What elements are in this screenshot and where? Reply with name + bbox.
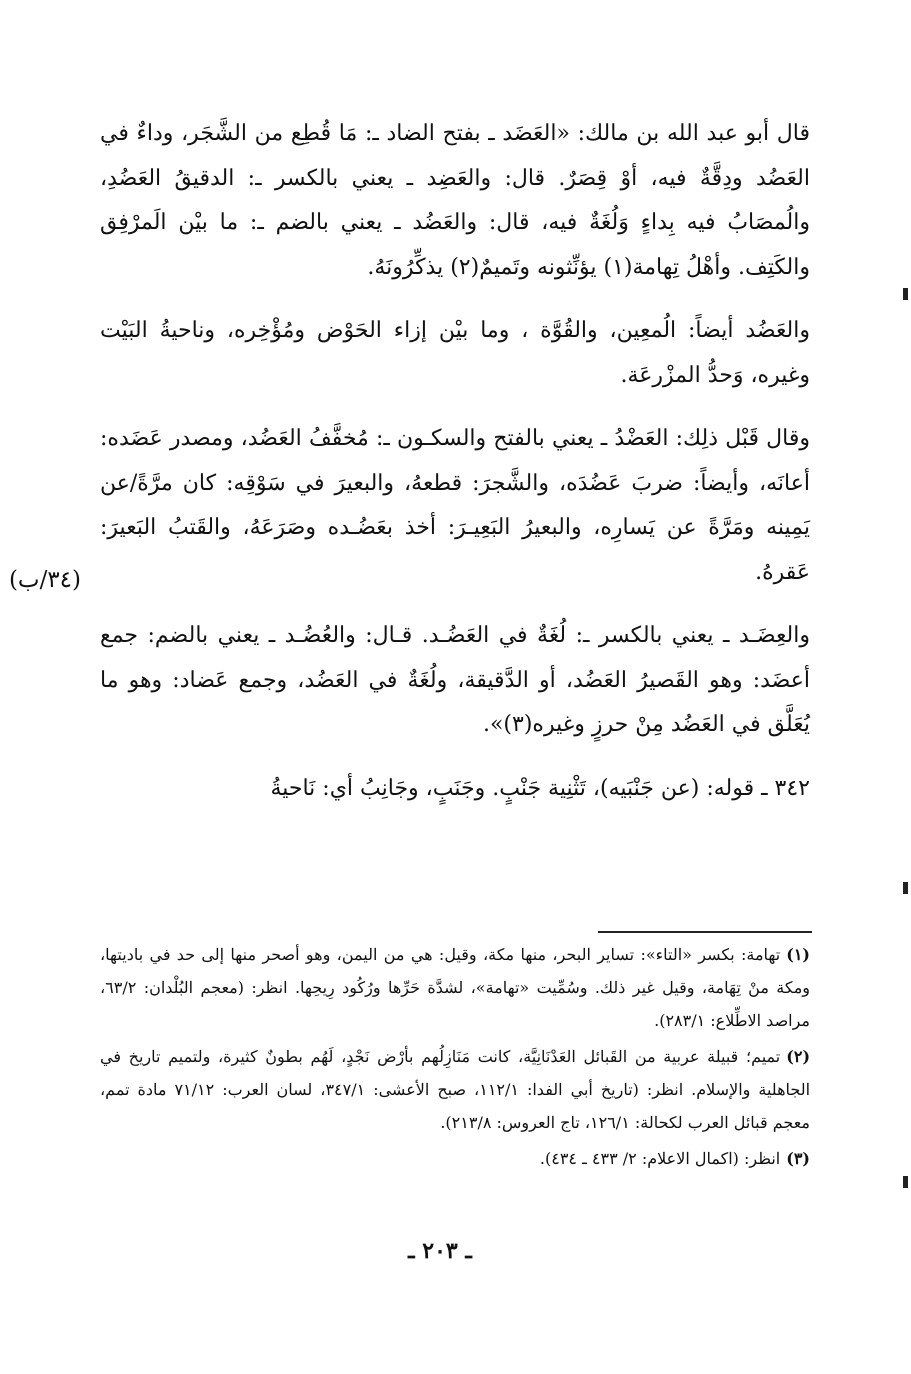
paragraph-1: قال أبو عبد الله بن مالك: «العَضَد ـ بفتح الضاد ـ: مَا قُطِع من الشَّجَر، وداءٌ في العَضُد ودِقَّةٌ فيه، أوْ قِصَرٌ. قال: والعَضِد ـ يعني بالكسر ـ: الدقيقُ العَضُدِ، والُمصَابُ فيه بِداءٍ وَلُغَةٌ فيه، قال: والعَضُد ـ يعني بالضم ـ: ما بيْن الَمرْفِق والكَتِف. وأهْلُ تِهامة(١) يؤنِّثونه وتَميمٌ(٢) يذكِّرُونَهُ. [100,121,810,280]
footnote-2 [100,1040,810,1139]
scan-edge-mark [903,288,908,300]
paragraph-5: ٣٤٢ ـ قوله: (عن جَنْبَيه)، تَثْنِية جَنْبٍ. وجَنَبٍ، وجَانِبُ أي: نَاحيةُ [270,775,810,801]
footnote-2-number: (٢) [786,1047,811,1066]
footnote-divider [598,931,812,933]
footnotes [100,938,810,1178]
paragraph-4: والعِضَـد ـ يعني بالكسر ـ: لُغَةٌ في العَضُـد. قـال: والعُضُـد ـ يعني بالضم: جمع أعضَد: وهو القَصيرُ العَضُد، أو الدَّقيقة، ولُغَةٌ في العَضُد، وجمع عَضاد: وهو ما يُعَلَّق في العَضُد مِنْ حرزٍ وغيره(٣)». [100,623,810,737]
paragraph-2: والعَضُد أيضاً: الُمعِين، والقُوَّة ، وما بيْن إزاء الحَوْض ومُؤْخِره، وناحيةُ البَيْت وغيره، وَحدُّ المزْرعَة. [100,318,810,388]
footnote-1-number: (١) [786,945,810,964]
footnote-3 [100,1142,810,1175]
footnote-1 [100,938,810,1037]
scan-edge-mark [903,882,908,894]
footnote-3-number: (٣) [786,1149,810,1168]
footnote-2-text: تميم؛ قبيلة عربية من القَبائل العَدْنَانِيَّة، كانت مَنَازِلُهم بأرْض نَجْدٍ، لَهُم بطونٌ كثيرة، ولتميم تاريخ في الجاهلية والإسلام. انظر: (تاريخ أبي الفدا: ١١٢/١، صبح الأعشى: ٣٤٧/١، لسان العرب: ٧١/١٢ مادة تمم، معجم قبائل العرب لكحالة: ١٢٦/١، تاج العروس: ٢١٣/٨). [100,1047,811,1132]
footnote-1-text: تهامة: بكسر «التاء»: تساير البحر، منها مكة، وقيل: هي من اليمن، وهو أصحر منها إلى حد في باديتها، ومكة منْ تِهَامة، وقيل غير ذلك. وسُمِّيت «تهامة»، لشدَّة حَرِّها ورُكُود رِيحِها. انظر: (معجم البُلْدان: ٦٣/٢، مراصد الاطِّلاع: ٢٨٣/١). [100,945,810,1030]
footnote-3-text: انظر: (اكمال الاعلام: ٢/ ٤٣٣ ـ ٤٣٤). [539,1149,781,1168]
scan-edge-mark [903,1176,908,1188]
paragraph-3: وقال قَبْل ذلِك: العَضْدُ ـ يعني بالفتح والسكـون ـ: مُخفَّفُ العَضُد، ومصدر عَضَده: أعانَه، وأيضاً: ضربَ عَضُدَه، والشَّجرَ: قطعهُ، والبعيرَ في سَوْقِه: كان مرَّةً/عن يَمِينه ومَرَّةً عن يَسارِه، والبعيرُ البَعِيـرَ: أخذ بعَضُـده وصَرَعَهُ، والقَتبُ البَعيرَ: عَقرهُ. [100,426,810,585]
main-text [100,112,810,830]
manuscript-folio-marker: (٣٤/ب) [8,567,82,593]
page-number: ـ ٢٠٣ ـ [408,1238,472,1264]
